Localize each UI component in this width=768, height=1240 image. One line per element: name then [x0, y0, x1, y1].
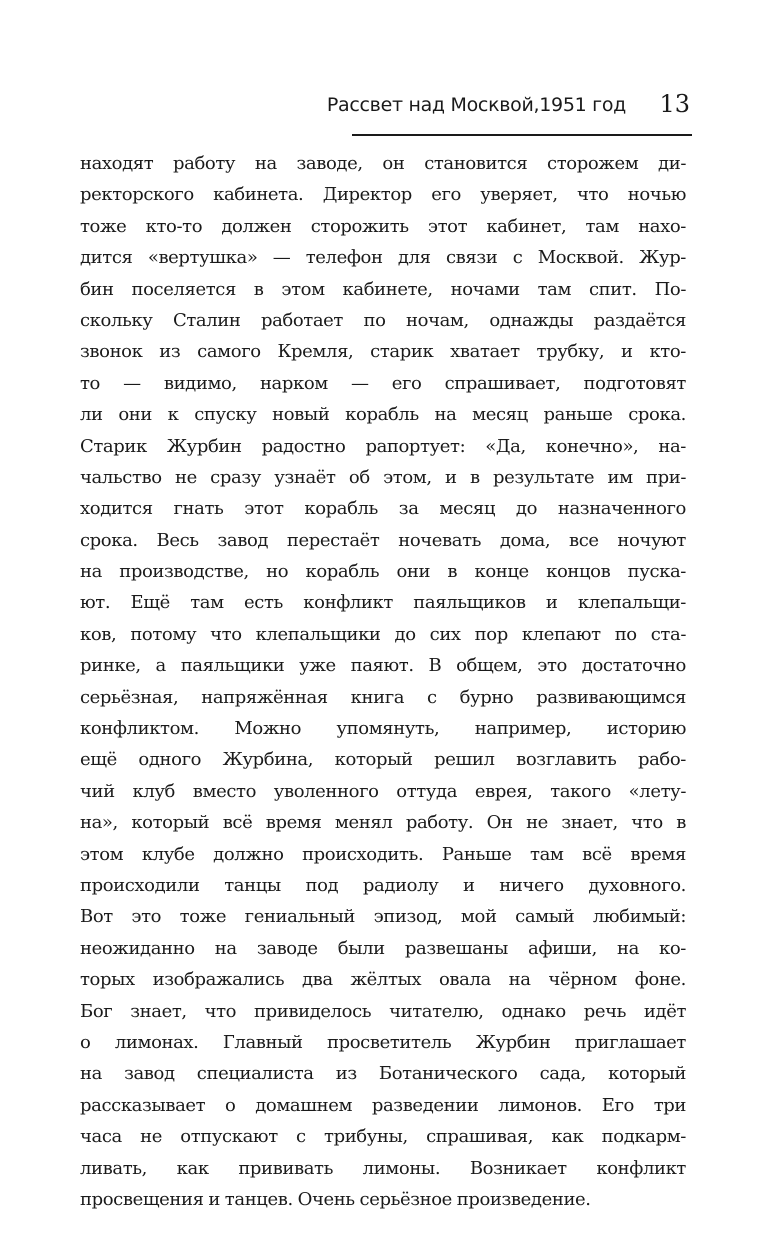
- text-line: ливать, как прививать лимоны. Возникает конфликт: [80, 1157, 686, 1179]
- text-line: бин поселяется в этом кабинете, ночами там спит. По-: [80, 278, 686, 300]
- text-line: ринке, а паяльщики уже паяют. В общем, это достаточно: [80, 655, 686, 677]
- text-line: конфликтом. Можно упомянуть, например, историю: [80, 718, 686, 740]
- text-line: происходили танцы под радиолу и ничего духовного.: [80, 874, 686, 896]
- text-line: ков, потому что клепальщики до сих пор клепают по ста-: [80, 623, 686, 645]
- text-line: ректорского кабинета. Директор его уверяет, что ночью: [80, 184, 686, 206]
- text-line: этом клубе должно происходить. Раньше там всё время: [80, 843, 686, 865]
- text-line: чальство не сразу узнаёт об этом, и в результате им при-: [80, 466, 686, 488]
- running-head: [0, 90, 768, 130]
- text-line: Старик Журбин радостно рапортует: «Да, конечно», на-: [80, 435, 686, 457]
- running-title: Рассвет над Москвой,1951 год: [326, 94, 626, 116]
- text-line: на», который всё время менял работу. Он не знает, что в: [80, 812, 686, 834]
- text-line: просвещения и танцев. Очень серьёзное произведение.: [80, 1188, 591, 1210]
- body-text: [80, 148, 686, 1215]
- text-line: дится «вертушка» — телефон для связи с Москвой. Жур-: [80, 247, 686, 269]
- text-line: о лимонах. Главный просветитель Журбин приглашает: [80, 1031, 686, 1053]
- text-line: звонок из самого Кремля, старик хватает трубку, и кто-: [80, 341, 686, 363]
- text-line: ют. Ещё там есть конфликт паяльщиков и клепальщи-: [80, 592, 686, 614]
- text-line: Бог знает, что привиделось читателю, однако речь идёт: [80, 1000, 686, 1022]
- page-number: 13: [659, 90, 690, 118]
- text-line: на производстве, но корабль они в конце концов пуска-: [80, 561, 686, 583]
- text-line: рассказывает о домашнем разведении лимонов. Его три: [80, 1094, 686, 1116]
- text-line: срока. Весь завод перестаёт ночевать дома, все ночуют: [80, 529, 686, 551]
- text-line: торых изображались два жёлтых овала на чёрном фоне.: [80, 969, 686, 991]
- text-line: ещё одного Журбина, который решил возглавить рабо-: [80, 749, 686, 771]
- text-line: часа не отпускают с трибуны, спрашивая, как подкарм-: [80, 1126, 686, 1148]
- text-line: неожиданно на заводе были развешаны афиши, на ко-: [80, 937, 686, 959]
- header-rule: [352, 134, 692, 136]
- text-line: ли они к спуску новый корабль на месяц раньше срока.: [80, 404, 686, 426]
- text-line: серьёзная, напряжённая книга с бурно развивающимся: [80, 686, 686, 708]
- text-line: тоже кто-то должен сторожить этот кабинет, там нахо-: [80, 215, 686, 237]
- text-line: ходится гнать этот корабль за месяц до назначенного: [80, 498, 686, 520]
- text-line: Вот это тоже гениальный эпизод, мой самый любимый:: [80, 906, 686, 928]
- text-line: скольку Сталин работает по ночам, однажды раздаётся: [80, 309, 686, 331]
- text-line: находят работу на заводе, он становится сторожем ди-: [80, 153, 686, 174]
- text-line: на завод специалиста из Ботанического сада, который: [80, 1063, 686, 1085]
- text-line: чий клуб вместо уволенного оттуда еврея, такого «лету-: [80, 780, 686, 802]
- text-line: то — видимо, нарком — его спрашивает, подготовят: [80, 372, 686, 394]
